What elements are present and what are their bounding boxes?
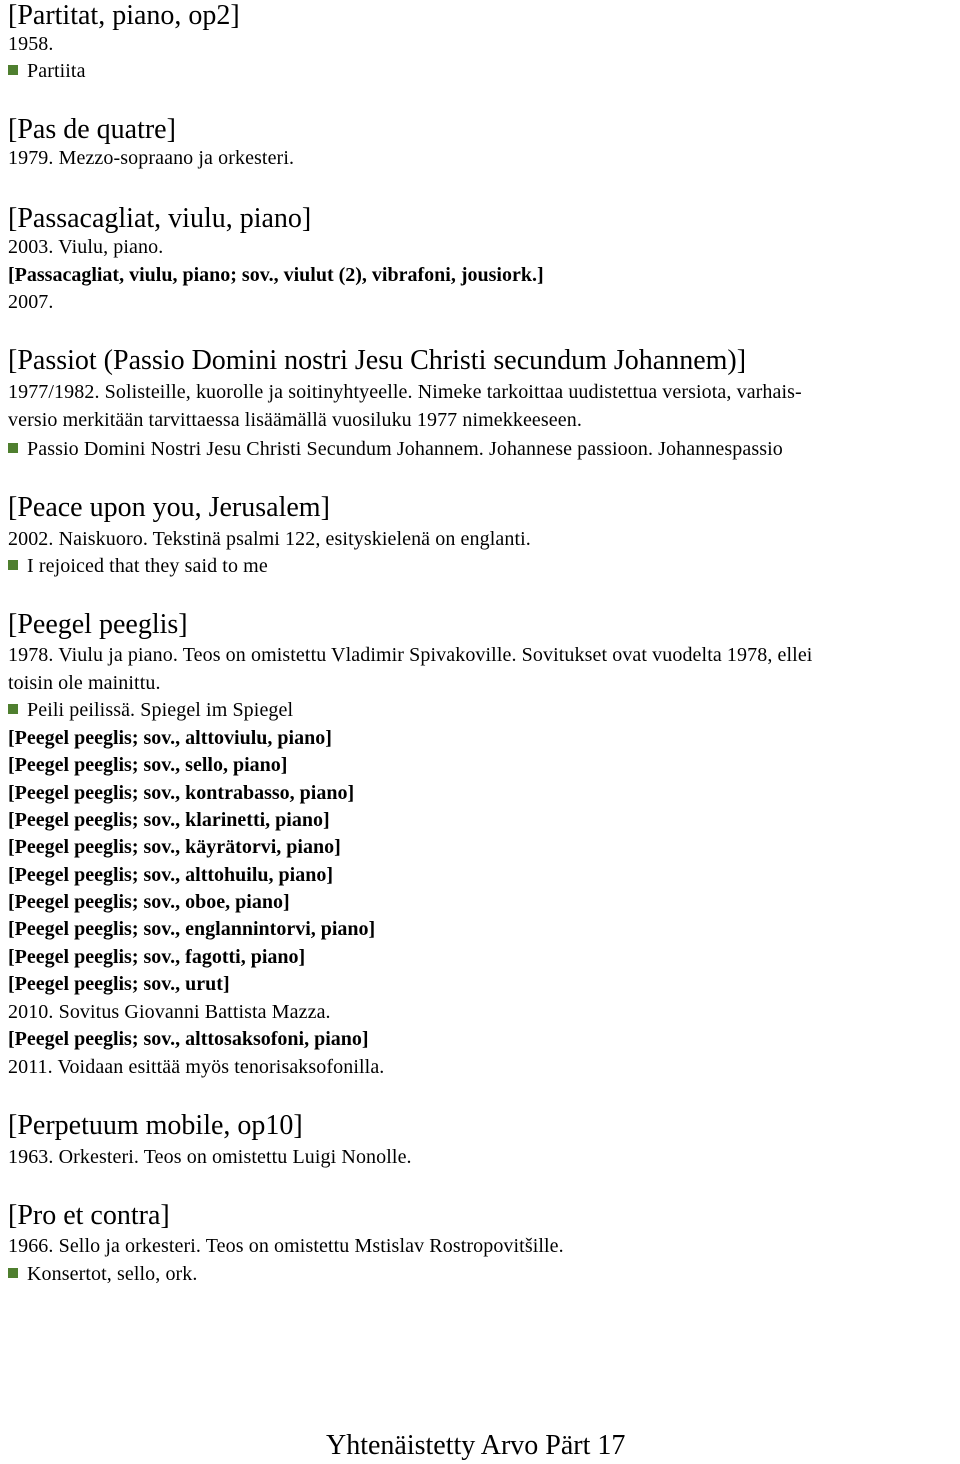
- bullet-square-icon: [8, 704, 18, 714]
- bullet-square-icon: [8, 443, 18, 453]
- entry-heading: [Passiot (Passio Domini nostri Jesu Christi secundum Johannem)]: [8, 345, 747, 376]
- arrangement-title: [Peegel peeglis; sov., fagotti, piano]: [8, 946, 306, 968]
- cross-reference-text: Partiita: [27, 60, 86, 82]
- bullet-square-icon: [8, 560, 18, 570]
- arrangement-title: [Peegel peeglis; sov., klarinetti, piano]: [8, 809, 330, 831]
- cross-reference: [8, 439, 783, 459]
- entry-text: versio merkitään tarvittaessa lisäämällä vuosiluku 1977 nimekkeeseen.: [8, 409, 582, 431]
- cross-reference: [8, 556, 268, 576]
- bullet-square-icon: [8, 1268, 18, 1278]
- cross-reference-text: Konsertot, sello, ork.: [27, 1263, 198, 1285]
- entry-text: 2003. Viulu, piano.: [8, 236, 164, 258]
- arrangement-title: [Peegel peeglis; sov., englannintorvi, piano]: [8, 918, 376, 940]
- cross-reference-text: I rejoiced that they said to me: [27, 555, 268, 577]
- entry-text: toisin ole mainittu.: [8, 672, 161, 694]
- entry-heading: [Passacagliat, viulu, piano]: [8, 203, 312, 234]
- entry-text: 1958.: [8, 33, 54, 55]
- entry-text: 2007.: [8, 291, 54, 313]
- entry-text: 1978. Viulu ja piano. Teos on omistettu Vladimir Spivakoville. Sovitukset ovat vuodelta 1978, ellei: [8, 644, 813, 666]
- cross-reference: [8, 61, 86, 81]
- entry-heading: [Peegel peeglis]: [8, 609, 188, 640]
- entry-text: 2002. Naiskuoro. Tekstinä psalmi 122, esityskielenä on englanti.: [8, 528, 531, 550]
- arrangement-title: [Peegel peeglis; sov., käyrätorvi, piano]: [8, 836, 341, 858]
- arrangement-title: [Passacagliat, viulu, piano; sov., viulut (2), vibrafoni, jousiork.]: [8, 264, 544, 286]
- cross-reference: [8, 1264, 198, 1284]
- cross-reference-text: Peili peilissä. Spiegel im Spiegel: [27, 699, 294, 721]
- cross-reference-text: Passio Domini Nostri Jesu Christi Secundum Johannem. Johannese passioon. Johannespassio: [27, 438, 783, 460]
- page-footer: Yhtenäistetty Arvo Pärt 17: [326, 1430, 626, 1461]
- entry-heading: [Partitat, piano, op2]: [8, 0, 240, 31]
- entry-heading: [Perpetuum mobile, op10]: [8, 1110, 303, 1141]
- entry-heading: [Pas de quatre]: [8, 114, 176, 145]
- cross-reference: [8, 700, 293, 720]
- entry-text: 1977/1982. Solisteille, kuorolle ja soitinyhtyeelle. Nimeke tarkoittaa uudistettua versiota, varhais-: [8, 381, 802, 403]
- arrangement-title: [Peegel peeglis; sov., alttoviulu, piano]: [8, 727, 332, 749]
- arrangement-title: [Peegel peeglis; sov., urut]: [8, 973, 230, 995]
- entry-text: 2010. Sovitus Giovanni Battista Mazza.: [8, 1001, 331, 1023]
- arrangement-title: [Peegel peeglis; sov., kontrabasso, piano]: [8, 782, 355, 804]
- entry-text: 2011. Voidaan esittää myös tenorisaksofonilla.: [8, 1056, 385, 1078]
- bullet-square-icon: [8, 65, 18, 75]
- entry-text: 1966. Sello ja orkesteri. Teos on omistettu Mstislav Rostropovitšille.: [8, 1235, 564, 1257]
- entry-heading: [Pro et contra]: [8, 1200, 170, 1231]
- entry-heading: [Peace upon you, Jerusalem]: [8, 492, 330, 523]
- arrangement-title: [Peegel peeglis; sov., alttohuilu, piano]: [8, 864, 333, 886]
- arrangement-title: [Peegel peeglis; sov., sello, piano]: [8, 754, 288, 776]
- arrangement-title: [Peegel peeglis; sov., alttosaksofoni, piano]: [8, 1028, 369, 1050]
- arrangement-title: [Peegel peeglis; sov., oboe, piano]: [8, 891, 290, 913]
- entry-text: 1963. Orkesteri. Teos on omistettu Luigi Nonolle.: [8, 1146, 412, 1168]
- entry-text: 1979. Mezzo-sopraano ja orkesteri.: [8, 147, 295, 169]
